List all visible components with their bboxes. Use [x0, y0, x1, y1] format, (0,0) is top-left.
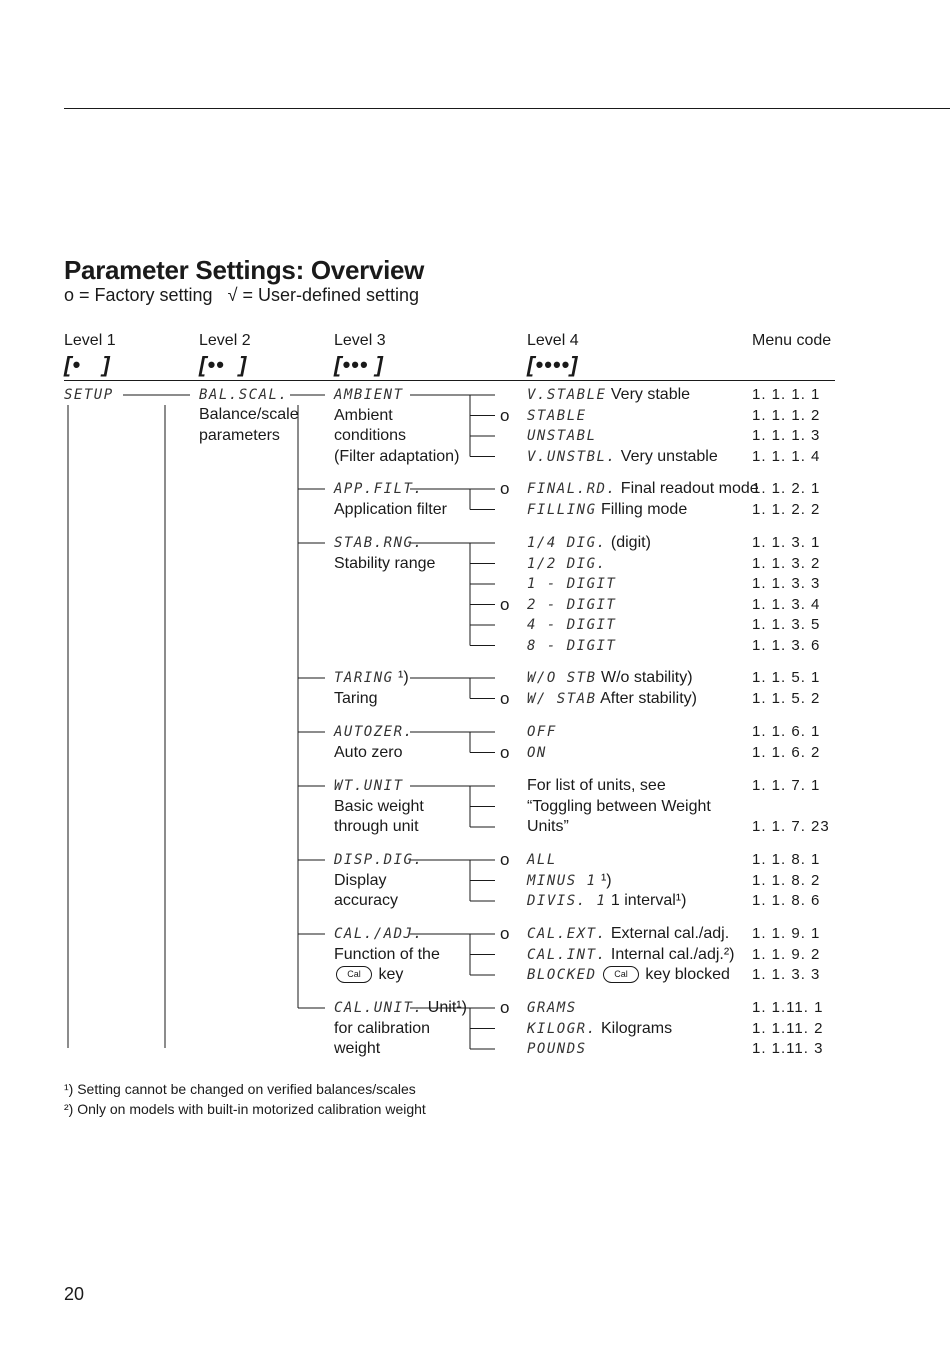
menu-code: 1. 1. 1. 2: [752, 406, 821, 424]
level4-display: GRAMS: [527, 1000, 577, 1016]
footnote: ²) Only on models with built-in motorized calibration weight: [64, 1101, 426, 1117]
menu-code: 1. 1.11. 2: [752, 1019, 824, 1037]
level3-display: CAL.UNIT. Unit¹): [334, 999, 467, 1016]
menu-code: 1. 1. 9. 2: [752, 945, 821, 963]
factory-default-marker: o: [500, 998, 510, 1017]
header-level3: Level 3: [334, 332, 386, 349]
menu-code: 1. 1. 3. 1: [752, 534, 821, 551]
level4-option: [527, 743, 547, 764]
level3-desc: for calibration: [334, 1019, 431, 1037]
level4-display: POUNDS: [527, 1041, 587, 1057]
level3-desc: accuracy: [334, 892, 399, 909]
level4-option: MINUS 1 ¹): [527, 871, 612, 889]
level4-display: DIVIS. 1: [527, 893, 607, 909]
level3-desc: Cal key: [334, 965, 403, 986]
menu-code: 1. 1. 1. 4: [752, 447, 821, 465]
level3-desc: Application filter: [334, 500, 447, 518]
level4-option: KILOGR. Kilograms: [527, 1019, 673, 1037]
level4-display: 4 - DIGIT: [527, 617, 617, 633]
page-title: Parameter Settings: Overview: [64, 255, 425, 285]
factory-default-marker: o: [500, 594, 510, 614]
level4-display: FILLING: [527, 501, 597, 518]
level3-desc: Display: [334, 871, 387, 889]
level4-display: 8 - DIGIT: [527, 637, 617, 654]
level2-display: BAL.SCAL.: [199, 387, 289, 403]
level4-option: FINAL.RD. Final readout mode: [527, 480, 759, 497]
level4-display: W/O STB: [527, 670, 597, 686]
level4-display: 1/2 DIG.: [527, 555, 607, 572]
level3-desc: Taring: [334, 689, 378, 707]
level4-display: 1/4 DIG.: [527, 535, 607, 551]
level3-display: STAB.RNG.: [334, 535, 424, 551]
menu-code: 1. 1. 2. 1: [752, 480, 821, 497]
level4-option: [527, 426, 597, 447]
level3-display: WT.UNIT: [334, 778, 404, 794]
factory-default-marker: o: [500, 405, 510, 425]
level4-option: [527, 1039, 587, 1060]
level4-option: [527, 574, 616, 595]
bracket-level3: [••• ]: [334, 352, 384, 377]
cal-key-icon: Cal: [336, 966, 372, 983]
menu-code: 1. 1. 3. 6: [752, 636, 821, 654]
level4-option: DIVIS. 1 1 interval¹): [527, 892, 687, 909]
level4-display: OFF: [527, 724, 557, 740]
level3-desc: Auto zero: [334, 743, 403, 761]
level4-display: STABLE: [527, 407, 587, 424]
level3-desc: weight: [334, 1040, 381, 1057]
page-number: 20: [64, 1284, 85, 1304]
menu-code: 1. 1. 8. 6: [752, 892, 821, 909]
level4-option: [527, 636, 616, 657]
level4-option: “Toggling between Weight: [527, 797, 711, 815]
level4-display: CAL.EXT.: [527, 926, 607, 942]
level4-option: Units”: [527, 818, 569, 835]
level4-display: BLOCKED: [527, 967, 597, 983]
level4-option: W/O STB W/o stability): [527, 669, 693, 686]
menu-code: 1. 1. 2. 2: [752, 500, 821, 518]
level3-display: AUTOZER.: [334, 724, 414, 740]
level4-display: W/ STAB: [527, 690, 597, 707]
menu-code: 1. 1. 1. 1: [752, 386, 821, 403]
level4-option: CAL.INT. Internal cal./adj.²): [527, 945, 735, 963]
level4-display: V.UNSTBL.: [527, 448, 617, 465]
factory-default-marker: o: [500, 850, 510, 869]
level4-option: W/ STAB After stability): [527, 689, 697, 707]
level3-suffix: ¹): [393, 669, 409, 686]
level4-option: FILLING Filling mode: [527, 500, 688, 518]
menu-code: 1. 1.11. 1: [752, 999, 824, 1016]
menu-code: 1. 1. 5. 2: [752, 689, 821, 707]
menu-code: 1. 1. 8. 2: [752, 871, 821, 889]
level4-display: MINUS 1: [527, 872, 597, 889]
factory-default-marker: o: [500, 924, 510, 943]
level3-desc: Stability range: [334, 554, 436, 572]
bracket-level2: [•• ]: [199, 352, 248, 377]
level4-option: [527, 615, 616, 636]
level4-option: [527, 406, 587, 427]
cal-key-icon: Cal: [603, 966, 639, 983]
level4-option: 1/4 DIG. (digit): [527, 534, 651, 551]
level4-display: UNSTABL: [527, 428, 597, 444]
level4-option: V.UNSTBL. Very unstable: [527, 447, 718, 465]
level3-desc: (Filter adaptation): [334, 447, 460, 465]
level4-option: [527, 850, 557, 871]
level3-display: TARING ¹): [334, 669, 409, 686]
bracket-level1: [• ]: [64, 352, 111, 377]
menu-code: 1. 1. 3. 3: [752, 966, 821, 983]
level3-desc: through unit: [334, 818, 419, 835]
header-level4: Level 4: [527, 332, 579, 349]
level3-desc: Function of the: [334, 945, 440, 963]
menu-code: 1. 1. 3. 2: [752, 554, 821, 572]
level4-option: [527, 554, 606, 575]
level3-suffix: Unit¹): [423, 999, 467, 1016]
header-menu-code: Menu code: [752, 332, 832, 349]
level4-display: ALL: [527, 852, 557, 868]
level4-option: V.STABLE Very stable: [527, 386, 691, 403]
level4-option: [527, 595, 616, 616]
menu-code: 1. 1. 7. 1: [752, 777, 821, 794]
menu-code: 1. 1. 3. 4: [752, 595, 821, 613]
menu-code: 1. 1. 3. 5: [752, 616, 821, 633]
legend-text: o = Factory setting √ = User-defined setting: [64, 285, 420, 305]
footnote: ¹) Setting cannot be changed on verified balances/scales: [64, 1081, 416, 1097]
factory-default-marker: o: [500, 479, 510, 498]
menu-code: 1. 1. 8. 1: [752, 851, 821, 868]
level4-option: CAL.EXT. External cal./adj.: [527, 925, 730, 942]
bracket-level4: [••••]: [527, 352, 579, 377]
menu-code: 1. 1. 1. 3: [752, 427, 821, 444]
menu-code: 1. 1.11. 3: [752, 1040, 824, 1057]
level4-display: V.STABLE: [527, 387, 607, 403]
level4-display: ON: [527, 744, 547, 761]
menu-code: 1. 1. 6. 1: [752, 723, 821, 740]
menu-code: 1. 1. 9. 1: [752, 925, 821, 942]
level4-option: BLOCKED Cal key blocked: [527, 966, 730, 983]
level4-display: 1 - DIGIT: [527, 576, 617, 592]
level2-desc: parameters: [199, 427, 280, 444]
level3-desc: Basic weight: [334, 797, 424, 815]
level4-option: For list of units, see: [527, 777, 666, 794]
factory-default-marker: o: [500, 688, 510, 708]
level4-display: KILOGR.: [527, 1020, 597, 1037]
level3-display: CAL./ADJ.: [334, 926, 424, 942]
level2-desc: Balance/scale: [199, 406, 299, 423]
factory-default-marker: o: [500, 742, 510, 762]
level4-option: [527, 998, 577, 1019]
level4-display: FINAL.RD.: [527, 481, 617, 497]
header-level2: Level 2: [199, 332, 251, 349]
level3-desc: conditions: [334, 427, 407, 444]
menu-code: 1. 1. 5. 1: [752, 669, 821, 686]
level3-desc: Ambient: [334, 406, 393, 424]
level3-display: APP.FILT.: [334, 481, 424, 497]
level3-display: AMBIENT: [334, 387, 404, 403]
level4-display: CAL.INT.: [527, 946, 607, 963]
menu-code: 1. 1. 7. 23: [752, 818, 830, 835]
level4-display: 2 - DIGIT: [527, 596, 617, 613]
level3-display: DISP.DIG.: [334, 852, 424, 868]
level1-display: SETUP: [64, 387, 114, 403]
level4-option: [527, 722, 557, 743]
header-level1: Level 1: [64, 332, 116, 349]
menu-code: 1. 1. 6. 2: [752, 743, 821, 761]
menu-code: 1. 1. 3. 3: [752, 575, 821, 592]
